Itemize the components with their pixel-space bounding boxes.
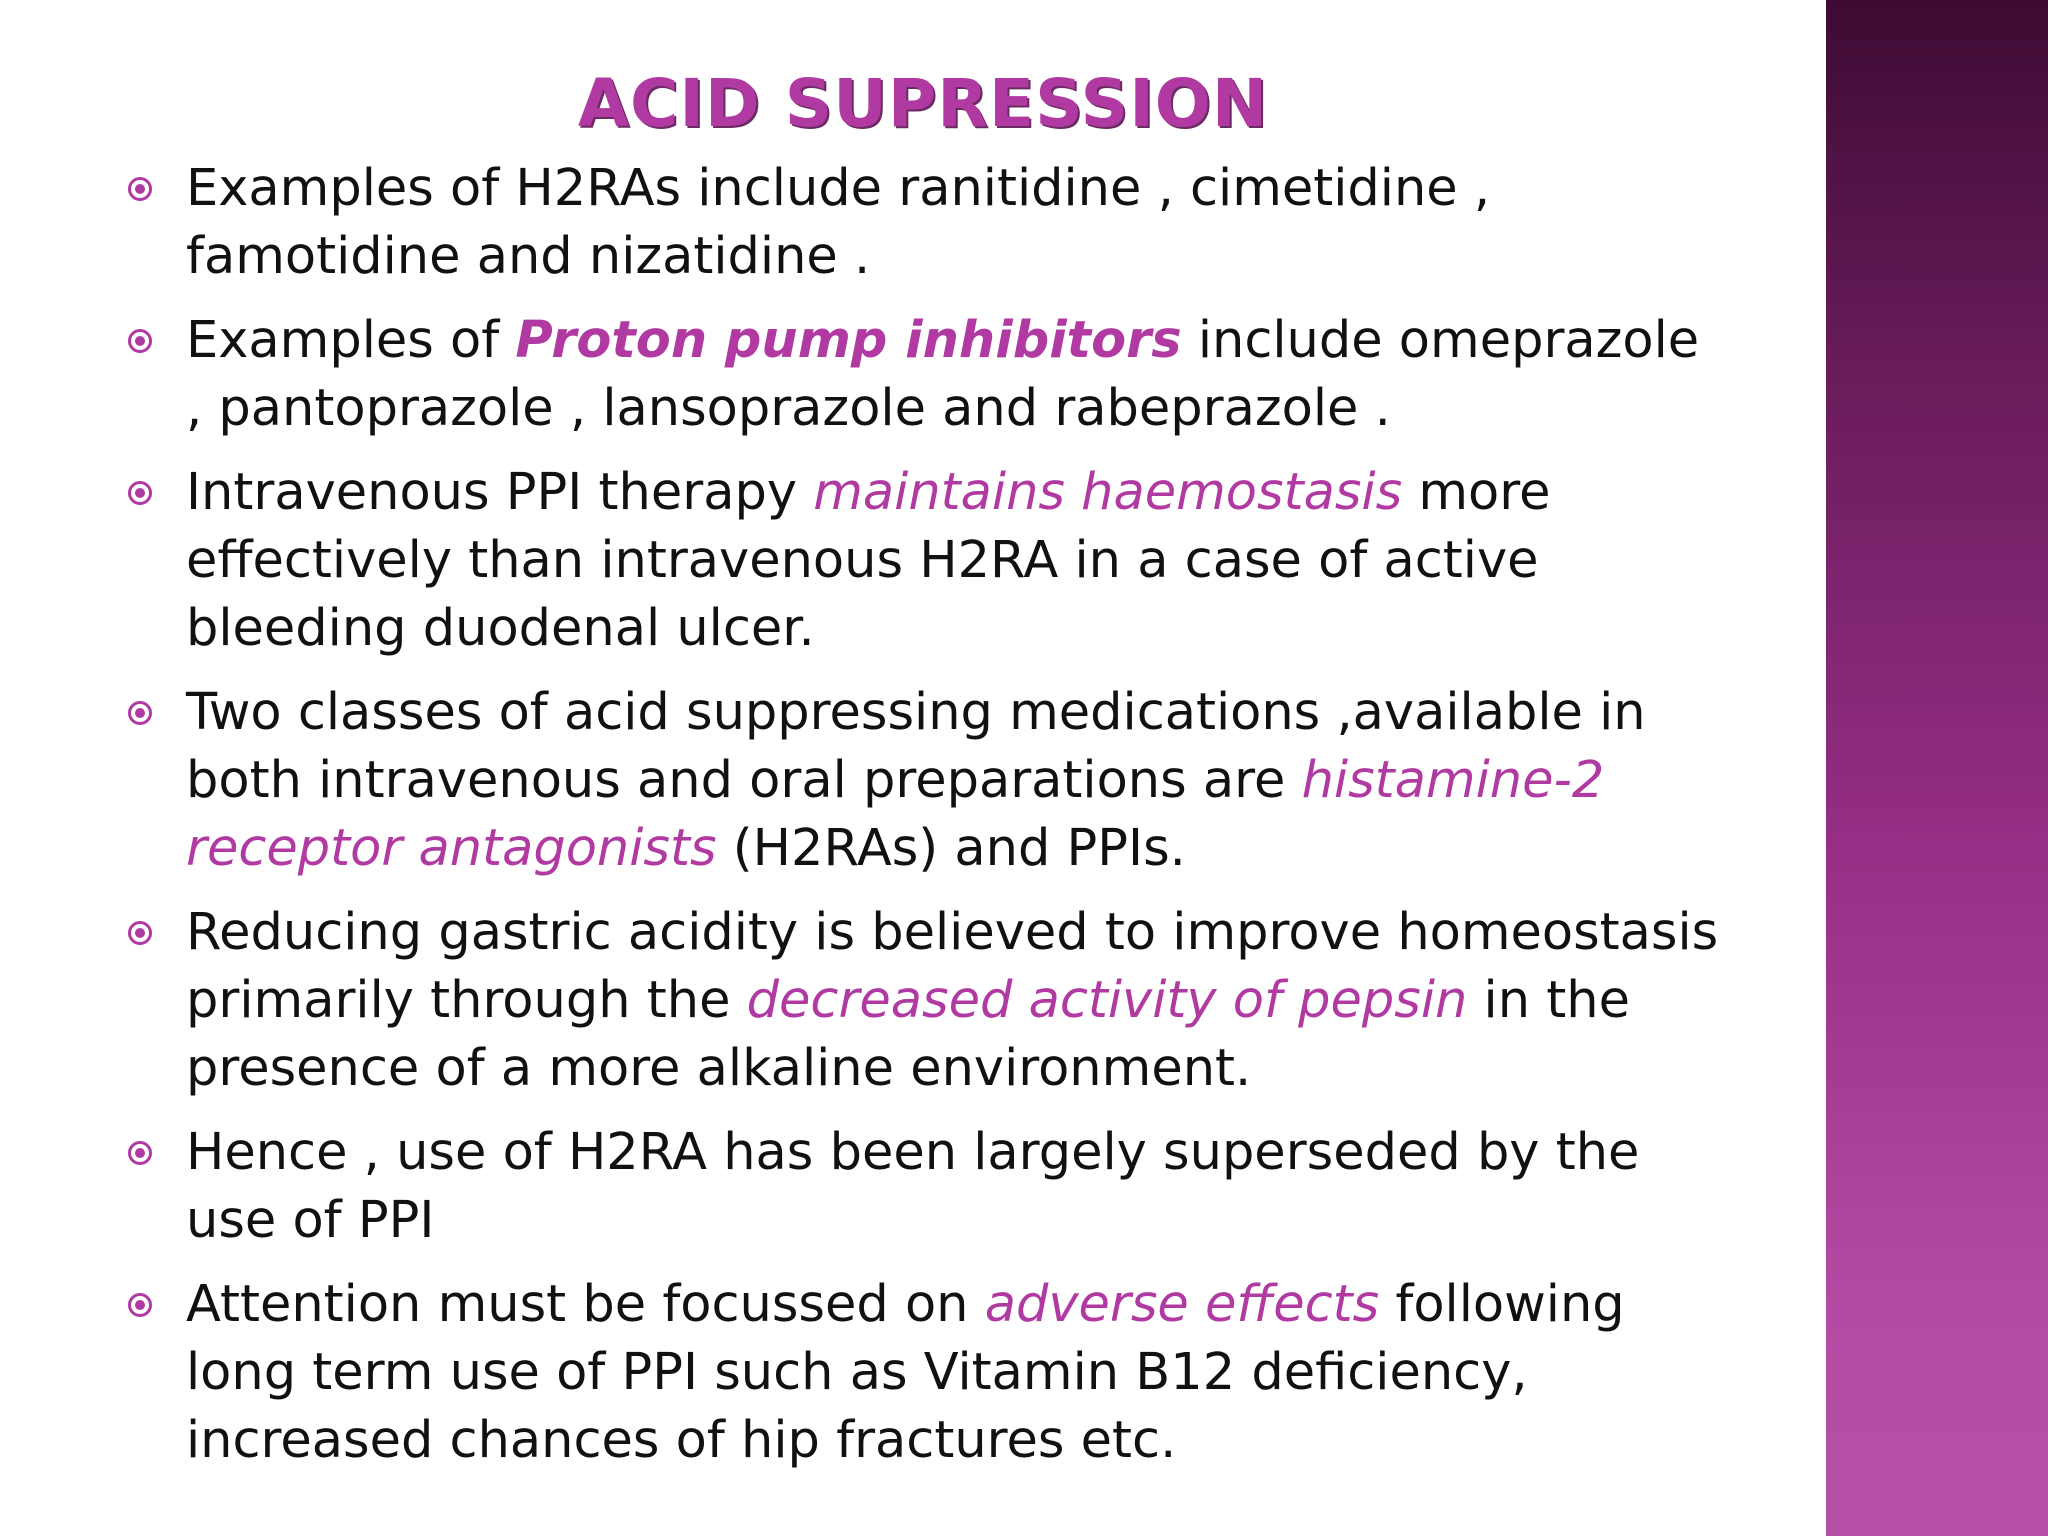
circle-bullet-icon xyxy=(128,481,152,505)
bullet-list xyxy=(128,155,1728,1491)
bullet-text: in the presence of a more alkaline environment. xyxy=(186,971,1630,1098)
bullet-text: Reducing gastric acidity is believed to improve homeostasis primarily through the xyxy=(186,903,1719,1030)
emphasis-text: decreased activity of pepsin xyxy=(746,971,1468,1030)
bullet-item-adverse-effects xyxy=(128,1271,1728,1475)
bullet-text: Examples of H2RAs include ranitidine , cimetidine , famotidine and nizatidine . xyxy=(186,159,1491,286)
slide-title: ACID SUPRESSION xyxy=(577,65,1269,142)
emphasis-text: adverse effects xyxy=(984,1275,1380,1334)
emphasis-text: histamine-2 receptor antagonists xyxy=(186,751,1605,878)
bullet-item-ppi-examples xyxy=(128,307,1728,443)
bullet-text: Hence , use of H2RA has been largely superseded by the use of PPI xyxy=(186,1123,1640,1250)
circle-bullet-icon xyxy=(128,329,152,353)
circle-bullet-icon xyxy=(128,1141,152,1165)
circle-bullet-icon xyxy=(128,701,152,725)
circle-bullet-icon xyxy=(128,1293,152,1317)
circle-bullet-icon xyxy=(128,177,152,201)
emphasis-text: maintains haemostasis xyxy=(813,463,1403,522)
bullet-item-gastric-acidity xyxy=(128,899,1728,1103)
bullet-item-iv-ppi-therapy xyxy=(128,459,1728,663)
bullet-text: (H2RAs) and PPIs. xyxy=(716,819,1186,878)
decorative-side-band xyxy=(1826,0,2048,1536)
bullet-text: more effectively than intravenous H2RA in a case of active bleeding duodenal ulcer. xyxy=(186,463,1551,658)
bullet-text: following long term use of PPI such as Vitamin B12 deficiency, increased chances of hip fractures etc. xyxy=(186,1275,1625,1470)
bullet-text: Two classes of acid suppressing medications ,available in both intravenous and oral preparations are xyxy=(186,683,1646,810)
bullet-item-h2ra-examples xyxy=(128,155,1728,291)
emphasis-text: Proton pump inhibitors xyxy=(515,311,1182,370)
circle-bullet-icon xyxy=(128,921,152,945)
bullet-item-h2ra-superseded xyxy=(128,1119,1728,1255)
bullet-text: Intravenous PPI therapy xyxy=(186,463,814,522)
bullet-text: Attention must be focussed on xyxy=(186,1275,985,1334)
bullet-text: Examples of xyxy=(186,311,516,370)
bullet-item-medication-classes xyxy=(128,679,1728,883)
bullet-text: include omeprazole , pantoprazole , lansoprazole and rabeprazole . xyxy=(186,311,1700,438)
